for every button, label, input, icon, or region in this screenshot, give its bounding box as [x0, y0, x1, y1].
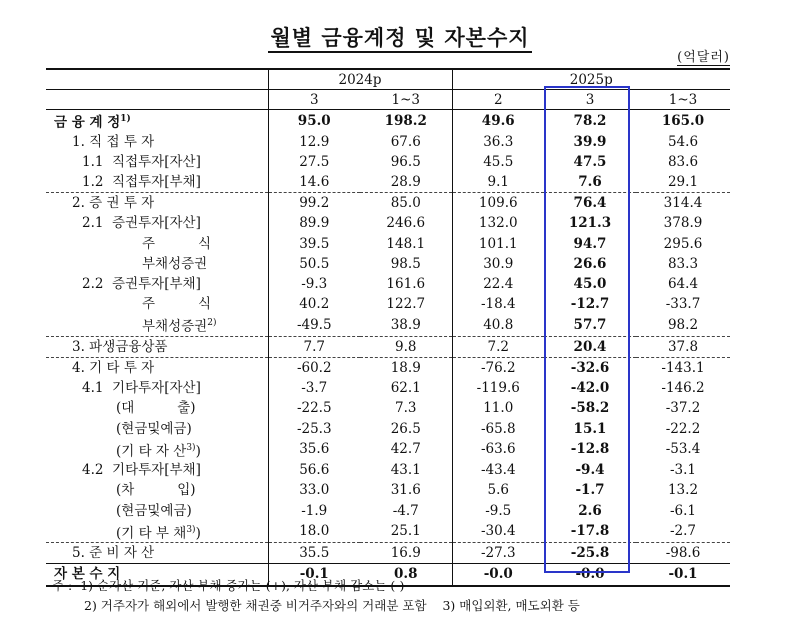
table-cell: -9.4 — [575, 462, 605, 479]
table-cell: -4.7 — [392, 502, 419, 519]
table-cell: 9.1 — [452, 172, 544, 193]
row-label — [46, 213, 268, 233]
row-label-text: (기 타 부 채 — [116, 525, 187, 542]
table-cell: 99.2 — [268, 193, 360, 214]
table-cell: -63.6 — [452, 439, 544, 461]
table-cell: 22.4 — [452, 274, 544, 294]
table-cell: 78.2 — [544, 110, 636, 132]
table-cell: 38.9 — [390, 316, 421, 333]
row-label — [46, 254, 268, 274]
table-cell: -1.7 — [575, 482, 605, 499]
table-cell: -60.2 — [268, 357, 360, 378]
table-cell: -17.8 — [570, 523, 610, 540]
unit-label: (억달러) — [677, 50, 730, 65]
row-label-text: (현금및예금) — [116, 502, 192, 519]
table-cell: 54.6 — [667, 133, 699, 150]
row-label-text: 4.1 기타투자[자산] — [82, 380, 201, 397]
row-label-text: 부채성증권 — [142, 318, 208, 335]
row-label — [46, 398, 268, 418]
table-cell: 26.5 — [390, 420, 421, 437]
row-label — [46, 172, 268, 193]
table-cell: 40.2 — [268, 294, 360, 314]
table-cell: 83.3 — [667, 255, 699, 272]
table-cell: 29.1 — [667, 173, 699, 190]
march-2025-highlight-box — [544, 86, 630, 573]
table-cell: 7.7 — [268, 336, 360, 357]
footnote-marker: 1) — [120, 114, 131, 124]
table-cell: -0.1 — [636, 564, 730, 586]
header-year-2024: 2024p — [268, 69, 452, 90]
table-cell: 67.6 — [390, 133, 421, 150]
table-cell: 2.6 — [578, 502, 602, 519]
table-cell: -12.7 — [570, 296, 610, 313]
row-label — [46, 439, 268, 461]
row-label — [46, 336, 268, 357]
row-label-text: 2.2 증권투자[부채] — [82, 275, 201, 292]
table-cell: -9.5 — [452, 501, 544, 521]
row-label — [46, 460, 268, 480]
row-label — [46, 110, 268, 132]
table-cell: 295.6 — [663, 235, 703, 252]
table-cell: 28.9 — [390, 173, 421, 190]
table-cell: 40.8 — [452, 314, 544, 336]
row-label-text: 4.2 기타투자[부채] — [82, 462, 201, 479]
row-label-text: 4. 기 타 투 자 — [72, 359, 155, 376]
table-cell: 13.2 — [667, 482, 699, 499]
row-label-text: 2. 증 권 투 자 — [72, 195, 155, 212]
table-cell: 109.6 — [452, 193, 544, 214]
row-label-text: 1.1 직접투자[자산] — [82, 153, 201, 170]
table-cell: -0.0 — [452, 564, 544, 586]
header-blank — [46, 69, 268, 90]
table-cell: -6.1 — [669, 502, 697, 519]
table-cell: 314.4 — [636, 193, 730, 214]
table-cell: 198.2 — [360, 110, 452, 132]
table-cell: 83.6 — [667, 153, 699, 170]
row-label-text: 금 융 계 정 — [54, 114, 121, 131]
table-cell: 45.0 — [573, 275, 607, 292]
table-cell: 43.1 — [390, 462, 421, 479]
table-cell: 246.6 — [386, 215, 426, 232]
table-cell: 11.0 — [452, 398, 544, 418]
header-col: 3 — [268, 90, 360, 110]
row-label — [46, 521, 268, 543]
table-cell: 16.9 — [360, 543, 452, 564]
row-label-text: 1. 직 접 투 자 — [72, 133, 155, 150]
table-cell: 50.5 — [268, 254, 360, 274]
table-cell: 35.6 — [268, 439, 360, 461]
footnote-prefix: 주 : — [52, 578, 73, 593]
table-cell: -146.2 — [661, 380, 705, 397]
table-cell: 18.0 — [268, 521, 360, 543]
footnote-marker: 3) — [186, 442, 196, 453]
table-cell: 57.7 — [573, 316, 607, 333]
table-cell: -43.4 — [452, 460, 544, 480]
table-cell: 95.0 — [268, 110, 360, 132]
row-label-tail: ) — [195, 525, 201, 542]
table-cell: 47.5 — [573, 153, 607, 170]
table-cell: 39.5 — [268, 233, 360, 253]
table-cell: 148.1 — [386, 235, 426, 252]
table-cell: -3.1 — [669, 462, 697, 479]
table-cell: -143.1 — [636, 357, 730, 378]
row-label-text: 부채성증권 — [142, 255, 208, 272]
table-cell: -18.4 — [452, 294, 544, 314]
table-cell: 94.7 — [573, 235, 607, 252]
table-cell: -9.3 — [268, 274, 360, 294]
row-label-text: 5. 준 비 자 산 — [72, 545, 155, 562]
row-label — [46, 132, 268, 152]
table-cell: -32.6 — [544, 357, 636, 378]
table-cell: 36.3 — [452, 132, 544, 152]
table-cell: -37.2 — [665, 400, 701, 417]
table-cell: 98.2 — [667, 316, 699, 333]
table-cell: 26.6 — [573, 255, 607, 272]
table-cell: -49.5 — [268, 314, 360, 336]
table-cell: -22.5 — [268, 398, 360, 418]
row-label — [46, 357, 268, 378]
footnote-3: 3) 매입외환, 매도외환 등 — [442, 598, 580, 613]
table-cell: 27.5 — [268, 152, 360, 172]
table-cell: -76.2 — [452, 357, 544, 378]
row-label — [46, 193, 268, 214]
row-label-text: (대 출) — [116, 400, 196, 417]
table-cell: 35.5 — [268, 543, 360, 564]
footnote-marker: 3) — [186, 524, 196, 535]
table-cell: 121.3 — [568, 215, 612, 232]
footnote-line-1 — [52, 576, 404, 594]
table-cell: 101.1 — [452, 233, 544, 253]
row-label-text: 3. 파생금융상품 — [72, 338, 168, 355]
table-cell: 85.0 — [360, 193, 452, 214]
table-cell: 7.6 — [578, 173, 602, 190]
row-label-text: (현금및예금) — [116, 420, 192, 437]
table-title: 월별 금융계정 및 자본수지 — [0, 22, 800, 52]
table-cell: 31.6 — [390, 482, 421, 499]
table-cell: 14.6 — [268, 172, 360, 193]
table-cell: -119.6 — [452, 378, 544, 398]
header-col: 1~3 — [360, 90, 452, 110]
footnote-1: 1) 순자산 기준, 자산·부채 증가는 (+), 자산·부채 감소는 (-) — [80, 578, 405, 593]
table-cell: 89.9 — [268, 213, 360, 233]
table-cell: 56.6 — [268, 460, 360, 480]
table-cell: 378.9 — [663, 215, 703, 232]
row-label-tail: ) — [195, 443, 201, 460]
table-cell: 25.1 — [390, 523, 421, 540]
table-cell: -25.8 — [544, 543, 636, 564]
row-label — [46, 480, 268, 500]
footnote-2: 2) 거주자가 해외에서 발행한 채권중 비거주자와의 거래분 포함 — [84, 598, 427, 613]
table-cell: 33.0 — [268, 480, 360, 500]
table-cell: -3.7 — [268, 378, 360, 398]
table-cell: -12.8 — [570, 441, 610, 458]
row-label — [46, 274, 268, 294]
table-cell: -25.3 — [268, 418, 360, 438]
table-cell: -0.1 — [268, 564, 360, 586]
header-col: 1~3 — [636, 90, 730, 110]
row-label — [46, 378, 268, 398]
row-label — [46, 314, 268, 336]
footnote-line-2 — [84, 596, 580, 614]
table-cell: 30.9 — [452, 254, 544, 274]
table-cell: 161.6 — [386, 275, 426, 292]
row-label-text: 1.2 직접투자[부채] — [82, 173, 201, 190]
table-cell: 18.9 — [360, 357, 452, 378]
row-label-text: 주 식 — [142, 235, 211, 252]
table-cell: 7.2 — [452, 336, 544, 357]
row-label-text: 주 식 — [142, 296, 211, 313]
row-label — [46, 418, 268, 438]
row-label-text: (차 입) — [116, 482, 196, 499]
table-cell: 62.1 — [390, 380, 421, 397]
table-cell: -65.8 — [452, 418, 544, 438]
row-label — [46, 501, 268, 521]
table-cell: -30.4 — [452, 521, 544, 543]
table-cell: 98.5 — [390, 255, 421, 272]
footnote-marker: 2) — [207, 318, 217, 329]
table-cell: 132.0 — [452, 213, 544, 233]
table-cell: 9.8 — [360, 336, 452, 357]
row-label-text: 자 본 수 지 — [54, 566, 121, 583]
header-year-2025: 2025p — [452, 69, 730, 90]
table-cell: -22.2 — [665, 420, 701, 437]
header-blank — [46, 90, 268, 110]
table-cell: -42.0 — [570, 380, 610, 397]
table-cell: 15.1 — [573, 420, 607, 437]
table-cell: 0.8 — [360, 564, 452, 586]
table-cell: -33.7 — [665, 296, 701, 313]
header-col: 3 — [544, 90, 636, 110]
table-cell: 42.7 — [390, 441, 421, 458]
table-cell: 45.5 — [452, 152, 544, 172]
table-cell: -98.6 — [636, 543, 730, 564]
row-label — [46, 543, 268, 564]
row-label-text: 2.1 증권투자[자산] — [82, 215, 201, 232]
table-cell: -2.7 — [669, 523, 697, 540]
table-cell: 12.9 — [268, 132, 360, 152]
table-cell: -58.2 — [570, 400, 610, 417]
table-cell: 20.4 — [544, 336, 636, 357]
row-label-text: (기 타 자 산 — [116, 443, 187, 460]
table-cell: 7.3 — [395, 400, 417, 417]
row-label — [46, 294, 268, 314]
table-cell: 39.9 — [573, 133, 607, 150]
table-cell: 122.7 — [386, 296, 426, 313]
table-cell: 5.6 — [452, 480, 544, 500]
table-cell: 64.4 — [667, 275, 699, 292]
table-cell: -0.0 — [544, 564, 636, 586]
table-cell: 165.0 — [636, 110, 730, 132]
table-cell: -53.4 — [665, 441, 701, 458]
table-cell: 96.5 — [390, 153, 421, 170]
table-cell: 49.6 — [452, 110, 544, 132]
table-cell: 37.8 — [636, 336, 730, 357]
header-col: 2 — [452, 90, 544, 110]
table-cell: -27.3 — [452, 543, 544, 564]
row-label — [46, 233, 268, 253]
table-cell: -1.9 — [268, 501, 360, 521]
table-cell: 76.4 — [544, 193, 636, 214]
row-label — [46, 152, 268, 172]
